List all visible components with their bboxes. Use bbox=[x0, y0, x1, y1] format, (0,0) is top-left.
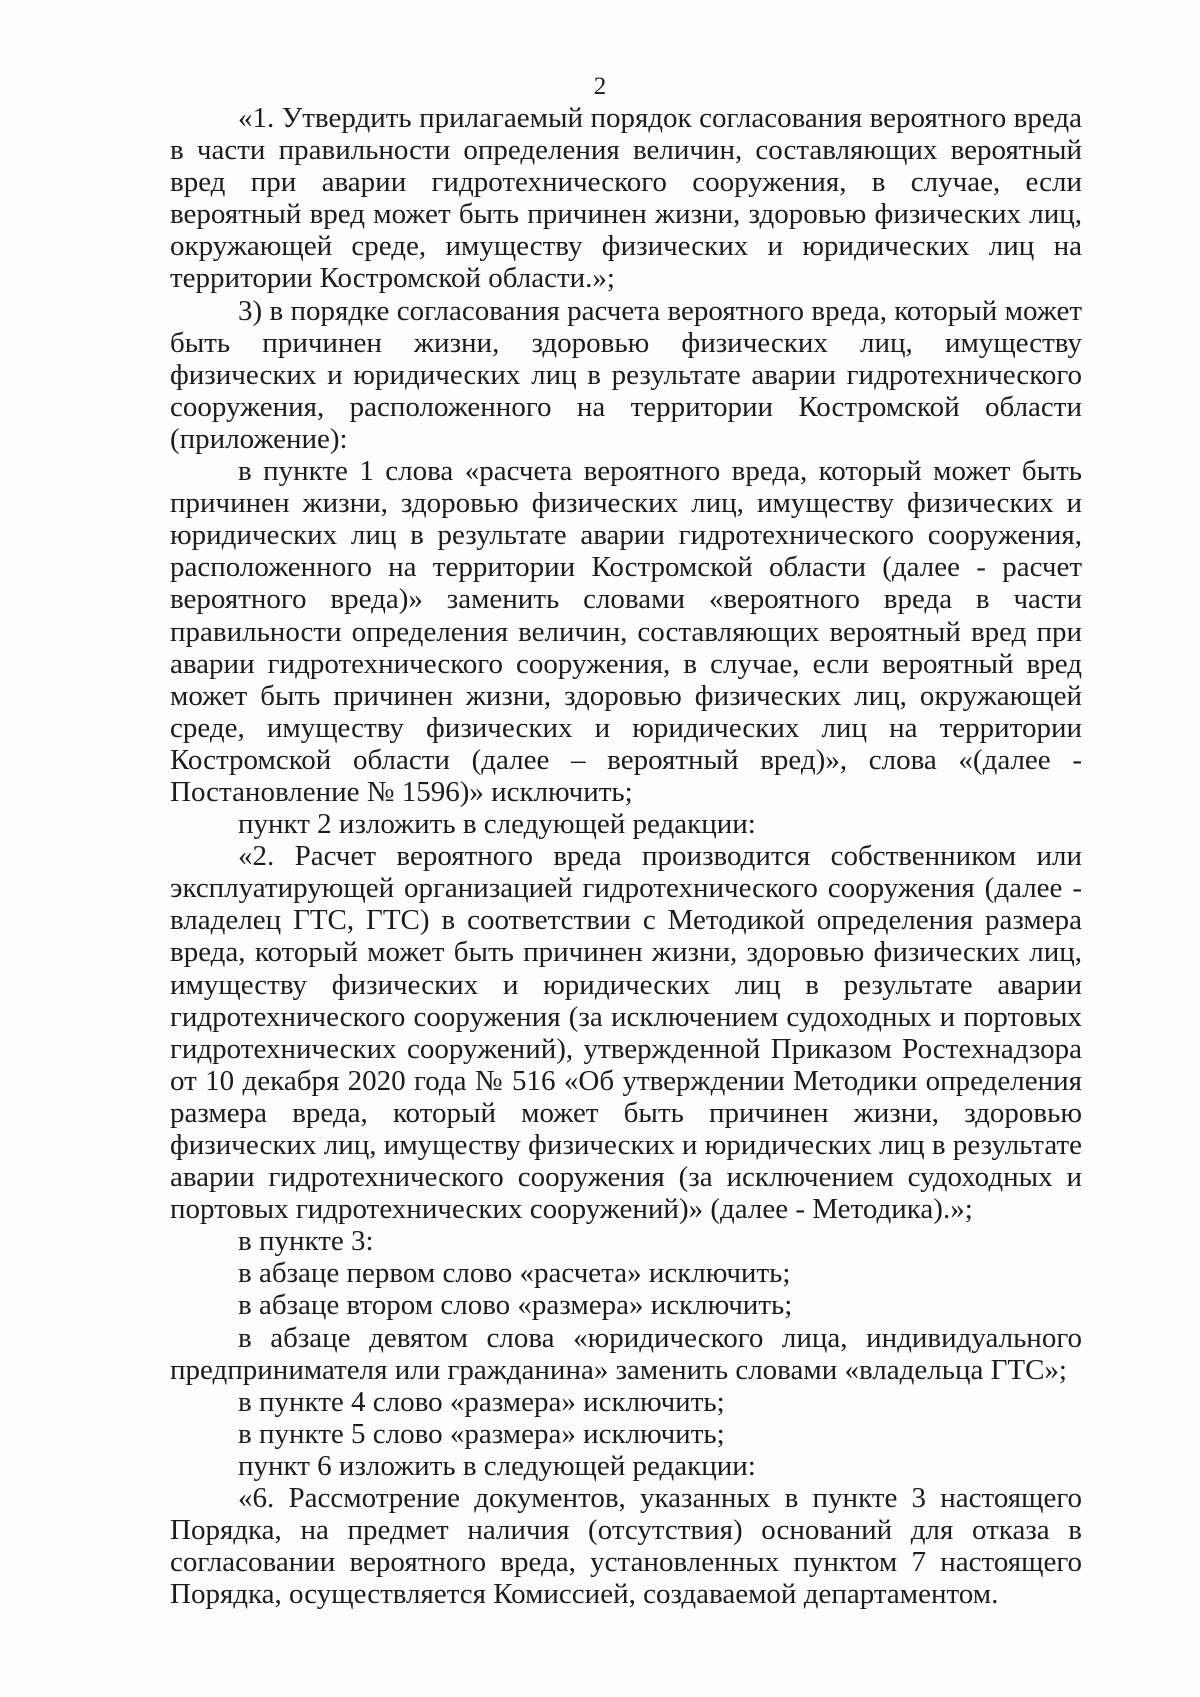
paragraph: «1. Утвердить прилагаемый порядок согласования вероятного вреда в части правильности определения величин, составляющих вероятный вред при аварии гидротехнического сооружения, в случае, если вероятный вред может быть причинен жизни, здоровью физических лиц, окружающей среде, имуществу физических и юридических лиц на территории Костромской области.»; bbox=[170, 102, 1082, 295]
paragraph: в абзаце первом слово «расчета» исключить; bbox=[238, 1257, 791, 1290]
paragraph: «2. Расчет вероятного вреда производится собственником или эксплуатирующей организацией гидротехнического сооружения (далее - владелец ГТС, ГТС) в соответствии с Методикой определения размера вреда, который может быть причинен жизни, здоровью физических лиц, имуществу физических и юридических лиц в результате аварии гидротехнического сооружения (за исключением судоходных и портовых гидротехнических сооружений), утвержденной Приказом Ростехнадзора от 10 декабря 2020 года № 516 «Об утверждении Методики определения размера вреда, который может быть причинен жизни, здоровью физических лиц, имуществу физических и юридических лиц в результате аварии гидротехнического сооружения (за исключением судоходных и портовых гидротехнических сооружений)» (далее - Методика).»; bbox=[170, 840, 1082, 1226]
paragraph: в абзаце втором слово «размера» исключить; bbox=[238, 1289, 793, 1322]
paragraph: в пункте 1 слова «расчета вероятного вреда, который может быть причинен жизни, здоровью физических лиц, имуществу физических и юридических лиц в результате аварии гидротехнического сооружения, расположенного на территории Костромской области (далее - расчет вероятного вреда)» заменить словами «вероятного вреда в части правильности определения величин, составляющих вероятный вред при аварии гидротехнического сооружения, в случае, если вероятный вред может быть причинен жизни, здоровью физических лиц, окружающей среде, имуществу физических и юридических лиц на территории Костромской области (далее – вероятный вред)», слова «(далее - Постановление № 1596)» исключить; bbox=[170, 455, 1082, 808]
document-body bbox=[170, 102, 1082, 1610]
paragraph: пункт 2 изложить в следующей редакции: bbox=[238, 808, 756, 841]
paragraph: в пункте 3: bbox=[238, 1225, 374, 1258]
paragraph: в пункте 5 слово «размера» исключить; bbox=[238, 1417, 725, 1450]
paragraph: в пункте 4 слово «размера» исключить; bbox=[238, 1385, 725, 1418]
paragraph: 3) в порядке согласования расчета вероятного вреда, который может быть причинен жизни, здоровью физических лиц, имуществу физических и юридических лиц в результате аварии гидротехнического сооружения, расположенного на территории Костромской области (приложение): bbox=[170, 294, 1082, 455]
paragraph: пункт 6 изложить в следующей редакции: bbox=[238, 1449, 756, 1482]
paragraph: «6. Рассмотрение документов, указанных в пункте 3 настоящего Порядка, на предмет наличия (отсутствия) оснований для отказа в согласовании вероятного вреда, установленных пунктом 7 настоящего Порядка, осуществляется Комиссией, создаваемой департаментом. bbox=[170, 1482, 1082, 1611]
page-number: 2 bbox=[593, 73, 607, 100]
paragraph: в абзаце девятом слова «юридического лица, индивидуального предпринимателя или гражданина» заменить словами «владельца ГТС»; bbox=[170, 1321, 1082, 1386]
